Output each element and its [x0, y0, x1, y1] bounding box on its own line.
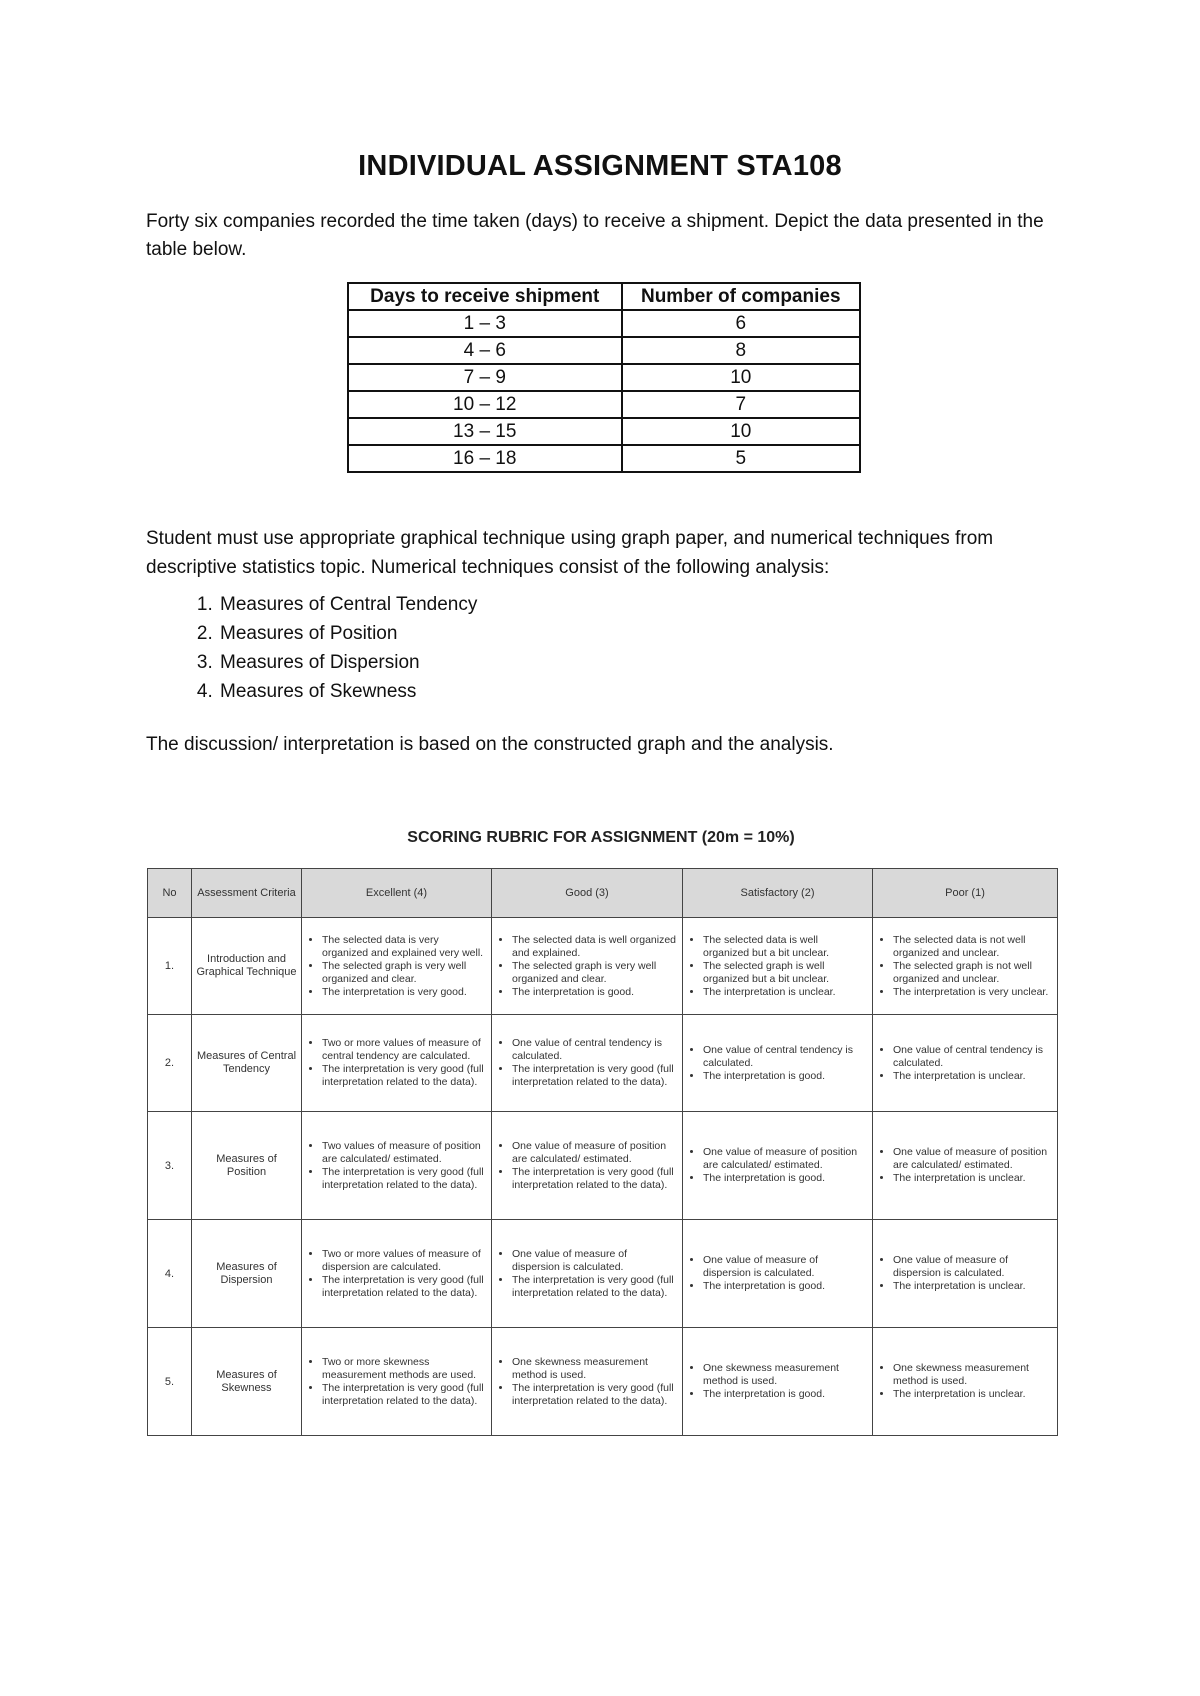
rubric-no-cell: 4. [148, 1220, 192, 1328]
rubric-header-excellent: Excellent (4) [302, 869, 492, 918]
list-item: • The selected graph is very well organized and clear. [512, 960, 676, 986]
column-header-companies: Number of companies [622, 283, 860, 310]
companies-cell: 8 [622, 337, 860, 364]
days-cell: 13 – 15 [348, 418, 622, 445]
discussion-text: The discussion/ interpretation is based on the constructed graph and the analysis. [146, 734, 834, 755]
list-item: • One value of central tendency is calculated. [703, 1044, 866, 1070]
rubric-satisfactory-cell [683, 918, 873, 1015]
list-item: • One value of measure of dispersion is calculated. [703, 1254, 866, 1280]
list-item: • The selected data is not well organized and unclear. [893, 934, 1051, 960]
rubric-satisfactory-cell [683, 1328, 873, 1436]
list-item: • The interpretation is good. [703, 1388, 866, 1401]
list-item: 1. Measures of Central Tendency [218, 590, 1066, 619]
list-item: • The selected data is very organized and explained very well. [322, 934, 485, 960]
list-item: • The interpretation is very good. [322, 986, 485, 999]
list-item: • The interpretation is unclear. [703, 986, 866, 999]
table-row [348, 364, 860, 391]
list-item: • The interpretation is very good (full interpretation related to the data). [512, 1382, 676, 1408]
list-item: • The interpretation is very good (full interpretation related to the data). [322, 1063, 485, 1089]
list-item: • Two or more values of measure of dispersion are calculated. [322, 1248, 485, 1274]
rubric-no-cell: 5. [148, 1328, 192, 1436]
list-item: • The interpretation is very good (full interpretation related to the data). [322, 1382, 485, 1408]
rubric-poor-cell [873, 1015, 1058, 1112]
list-item: 4. Measures of Skewness [218, 677, 1066, 706]
table-row [148, 1220, 1058, 1328]
list-item: • Two values of measure of position are calculated/ estimated. [322, 1140, 485, 1166]
list-item: • The selected graph is well organized but a bit unclear. [703, 960, 866, 986]
rubric-header-criteria: Assessment Criteria [192, 869, 302, 918]
rubric-criteria-cell: Introduction and Graphical Technique [192, 918, 302, 1015]
list-item: • The interpretation is good. [512, 986, 676, 999]
rubric-satisfactory-cell [683, 1220, 873, 1328]
rubric-excellent-cell [302, 1220, 492, 1328]
intro-paragraph [146, 208, 1064, 264]
rubric-header-poor: Poor (1) [873, 869, 1058, 918]
table-row [348, 418, 860, 445]
rubric-header-row [148, 869, 1058, 918]
list-item: • The selected graph is very well organized and clear. [322, 960, 485, 986]
rubric-header-satisfactory: Satisfactory (2) [683, 869, 873, 918]
table-row [148, 1112, 1058, 1220]
rubric-satisfactory-cell [683, 1015, 873, 1112]
days-cell: 1 – 3 [348, 310, 622, 337]
list-item: • One value of central tendency is calculated. [893, 1044, 1051, 1070]
list-item: • The interpretation is very good (full interpretation related to the data). [512, 1274, 676, 1300]
table-row [148, 918, 1058, 1015]
list-item: • The interpretation is very good (full interpretation related to the data). [322, 1274, 485, 1300]
rubric-satisfactory-cell [683, 1112, 873, 1220]
list-item: • One value of central tendency is calculated. [512, 1037, 676, 1063]
table-row [348, 445, 860, 472]
list-item: • The interpretation is very good (full interpretation related to the data). [512, 1063, 676, 1089]
list-item: • One value of measure of position are calculated/ estimated. [893, 1146, 1051, 1172]
column-header-days: Days to receive shipment [348, 283, 622, 310]
intro-text: Forty six companies recorded the time taken (days) to receive a shipment. Depict the data presented in the table below. [146, 211, 1044, 260]
rubric-good-cell [492, 1112, 683, 1220]
rubric-header-good: Good (3) [492, 869, 683, 918]
rubric-header-no: No [148, 869, 192, 918]
rubric-excellent-cell [302, 1328, 492, 1436]
list-item: • The interpretation is very unclear. [893, 986, 1051, 999]
list-item: 2. Measures of Position [218, 619, 1066, 648]
days-cell: 10 – 12 [348, 391, 622, 418]
table-row [148, 1015, 1058, 1112]
table-row [348, 337, 860, 364]
shipment-table [347, 282, 861, 473]
list-item: • Two or more skewness measurement methods are used. [322, 1356, 485, 1382]
list-item: • One value of measure of dispersion is calculated. [893, 1254, 1051, 1280]
list-item: • One skewness measurement method is used. [893, 1362, 1051, 1388]
rubric-title: SCORING RUBRIC FOR ASSIGNMENT (20m = 10%) [407, 829, 795, 846]
list-item: • The interpretation is very good (full interpretation related to the data). [322, 1166, 485, 1192]
rubric-no-cell: 3. [148, 1112, 192, 1220]
companies-cell: 5 [622, 445, 860, 472]
rubric-good-cell [492, 918, 683, 1015]
companies-cell: 10 [622, 364, 860, 391]
list-item: • The interpretation is unclear. [893, 1070, 1051, 1083]
rubric-criteria-cell: Measures of Dispersion [192, 1220, 302, 1328]
list-item: • The interpretation is good. [703, 1280, 866, 1293]
shipment-table-header-row [348, 283, 860, 310]
companies-cell: 6 [622, 310, 860, 337]
list-item: • The interpretation is very good (full interpretation related to the data). [512, 1166, 676, 1192]
list-item: • The selected graph is not well organized and unclear. [893, 960, 1051, 986]
list-item: • One value of measure of position are calculated/ estimated. [703, 1146, 866, 1172]
companies-cell: 7 [622, 391, 860, 418]
rubric-good-cell [492, 1220, 683, 1328]
days-cell: 16 – 18 [348, 445, 622, 472]
list-item: • The selected data is well organized but a bit unclear. [703, 934, 866, 960]
list-item: • One skewness measurement method is used. [512, 1356, 676, 1382]
list-item: • The selected data is well organized and explained. [512, 934, 676, 960]
table-row [348, 310, 860, 337]
list-item: • The interpretation is good. [703, 1070, 866, 1083]
list-item: • The interpretation is good. [703, 1172, 866, 1185]
days-cell: 7 – 9 [348, 364, 622, 391]
techniques-list [146, 590, 1066, 706]
rubric-criteria-cell: Measures of Skewness [192, 1328, 302, 1436]
rubric-excellent-cell [302, 918, 492, 1015]
rubric-excellent-cell [302, 1112, 492, 1220]
list-item: • The interpretation is unclear. [893, 1172, 1051, 1185]
rubric-poor-cell [873, 1112, 1058, 1220]
list-item: • One skewness measurement method is used. [703, 1362, 866, 1388]
list-item: • One value of measure of dispersion is calculated. [512, 1248, 676, 1274]
rubric-poor-cell [873, 918, 1058, 1015]
instructions-text: Student must use appropriate graphical technique using graph paper, and numerical techniques from descriptive statistics topic. Numerical techniques consist of the following analysis: [146, 528, 994, 578]
rubric-good-cell [492, 1328, 683, 1436]
rubric-excellent-cell [302, 1015, 492, 1112]
rubric-good-cell [492, 1015, 683, 1112]
list-item: 3. Measures of Dispersion [218, 648, 1066, 677]
rubric-no-cell: 1. [148, 918, 192, 1015]
rubric-table [147, 868, 1058, 1436]
list-item: • Two or more values of measure of central tendency are calculated. [322, 1037, 485, 1063]
page-title: INDIVIDUAL ASSIGNMENT STA108 [358, 150, 842, 182]
table-row [148, 1328, 1058, 1436]
list-item: • The interpretation is unclear. [893, 1280, 1051, 1293]
rubric-poor-cell [873, 1220, 1058, 1328]
list-item: • One value of measure of position are calculated/ estimated. [512, 1140, 676, 1166]
days-cell: 4 – 6 [348, 337, 622, 364]
rubric-no-cell: 2. [148, 1015, 192, 1112]
rubric-criteria-cell: Measures of Central Tendency [192, 1015, 302, 1112]
instructions-section [146, 524, 1066, 706]
table-row [348, 391, 860, 418]
rubric-poor-cell [873, 1328, 1058, 1436]
rubric-criteria-cell: Measures of Position [192, 1112, 302, 1220]
companies-cell: 10 [622, 418, 860, 445]
list-item: • The interpretation is unclear. [893, 1388, 1051, 1401]
